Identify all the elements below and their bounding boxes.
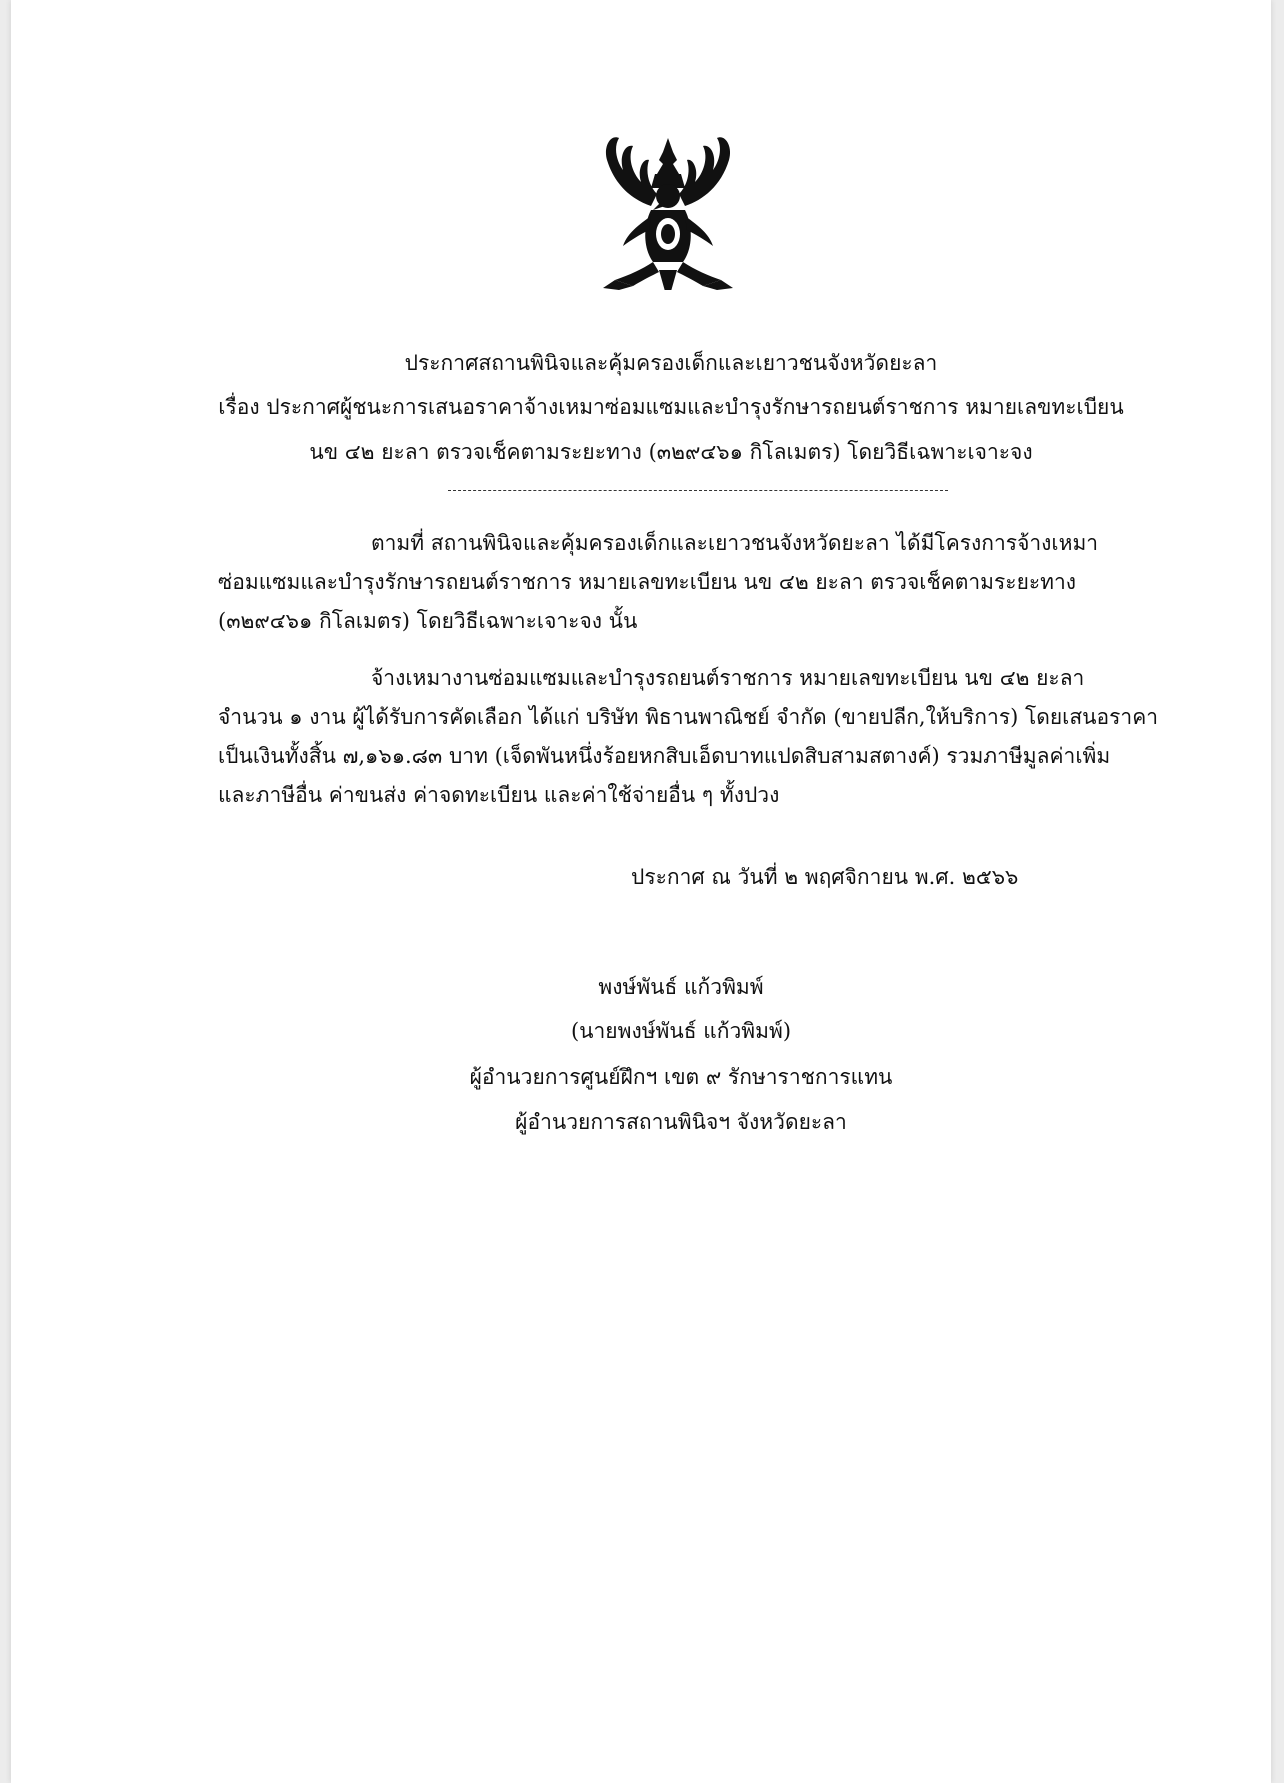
signature-title-director: ผู้อำนวยการสถานพินิจฯ จังหวัดยะลา — [515, 1110, 847, 1134]
paragraph2-line3: เป็นเงินทั้งสิ้น ๗,๑๖๑.๘๓ บาท (เจ็ดพันหนึ่งร้อยหกสิบเอ็ดบาทแปดสิบสามสตางค์) รวมภาษีมูลค่าเพิ่ม — [218, 744, 1111, 768]
signature-title-acting: ผู้อำนวยการศูนย์ฝึกฯ เขต ๙ รักษาราชการแทน — [469, 1065, 893, 1089]
document-page — [11, 0, 1271, 1783]
announcement-title: ประกาศสถานพินิจและคุ้มครองเด็กและเยาวชนจังหวัดยะลา — [404, 351, 938, 375]
signature-name: พงษ์พันธ์ แก้วพิมพ์ — [598, 975, 764, 999]
paragraph2-line1: จ้างเหมางานซ่อมแซมและบำรุงรถยนต์ราชการ หมายเลขทะเบียน นข ๔๒ ยะลา — [371, 666, 1085, 690]
announcement-date: ประกาศ ณ วันที่ ๒ พฤศจิกายน พ.ศ. ๒๕๖๖ — [631, 865, 1019, 889]
signature-full-name: (นายพงษ์พันธ์ แก้วพิมพ์) — [570, 1019, 792, 1043]
dashed-divider — [448, 490, 948, 491]
paragraph1-line1: ตามที่ สถานพินิจและคุ้มครองเด็กและเยาวชนจังหวัดยะลา ได้มีโครงการจ้างเหมา — [371, 531, 1099, 555]
paragraph2-line4: และภาษีอื่น ค่าขนส่ง ค่าจดทะเบียน และค่าใช้จ่ายอื่น ๆ ทั้งปวง — [218, 783, 780, 807]
announcement-subject-continued: นข ๔๒ ยะลา ตรวจเช็คตามระยะทาง (๓๒๙๔๖๑ กิโลเมตร) โดยวิธีเฉพาะเจาะจง — [309, 440, 1033, 464]
garuda-emblem-icon — [593, 130, 743, 310]
paragraph1-line2: ซ่อมแซมและบำรุงรักษารถยนต์ราชการ หมายเลขทะเบียน นข ๔๒ ยะลา ตรวจเช็คตามระยะทาง — [218, 570, 1077, 594]
paragraph1-line3: (๓๒๙๔๖๑ กิโลเมตร) โดยวิธีเฉพาะเจาะจง นั้น — [218, 609, 638, 633]
announcement-subject: เรื่อง ประกาศผู้ชนะการเสนอราคาจ้างเหมาซ่อมแซมและบำรุงรักษารถยนต์ราชการ หมายเลขทะเบียน — [218, 395, 1124, 419]
paragraph2-line2: จำนวน ๑ งาน ผู้ได้รับการคัดเลือก ได้แก่ บริษัท พิธานพาณิชย์ จำกัด (ขายปลีก,ให้บริการ) โดยเสนอราคา — [218, 705, 1159, 729]
